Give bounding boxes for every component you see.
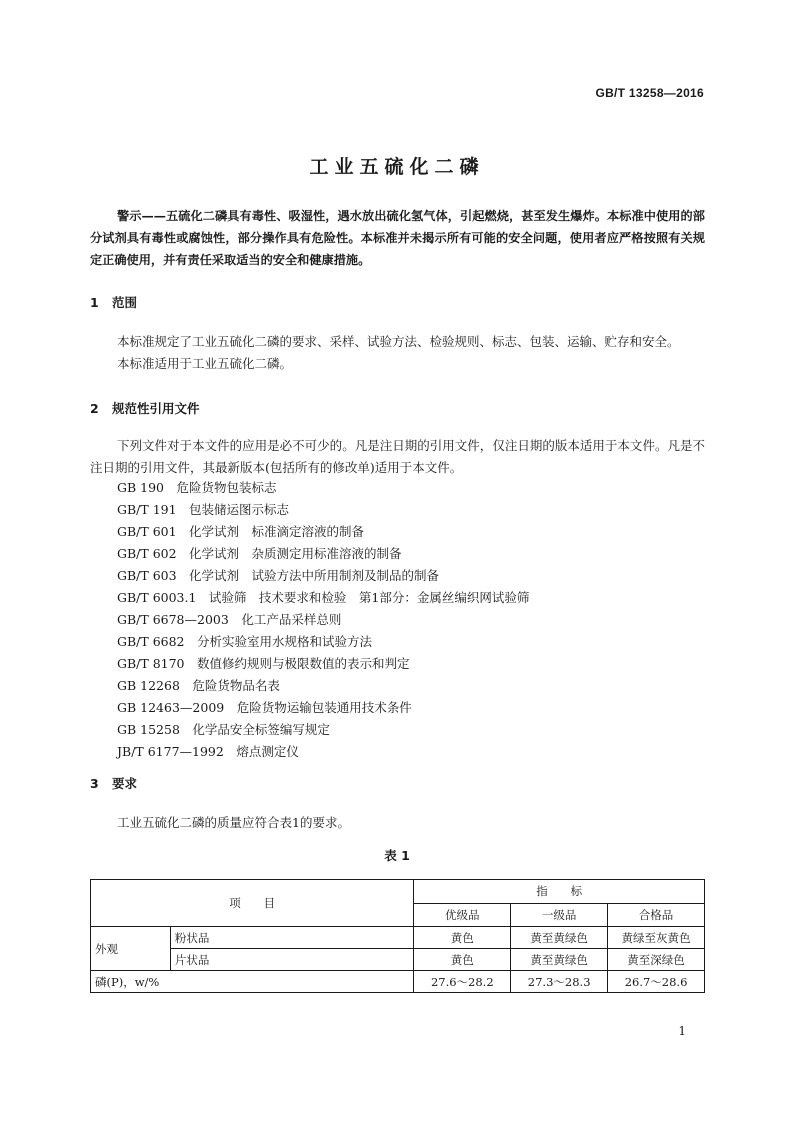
quality-table — [90, 879, 705, 993]
reference-item: GB/T 6682 分析实验室用水规格和试验方法 — [117, 634, 373, 649]
reference-item: GB/T 8170 数值修约规则与极限数值的表示和判定 — [117, 656, 410, 671]
grade-header: 合格品 — [608, 903, 705, 927]
grade-header: 一级品 — [511, 903, 608, 927]
table-cell: 黄至黄绿色 — [511, 949, 608, 971]
grade-header: 优级品 — [414, 903, 511, 927]
page-title: 工业五硫化二磷 — [309, 156, 485, 178]
reference-item: GB 190 危险货物包装标志 — [117, 480, 277, 495]
table-cell: 黄至黄绿色 — [511, 927, 608, 949]
requirements-paragraph: 工业五硫化二磷的质量应符合表1的要求。 — [117, 815, 350, 830]
warning-paragraph: 警示——五硫化二磷具有毒性、吸湿性，遇水放出硫化氢气体，引起燃烧，甚至发生爆炸。本标准中使用的部分试剂具有毒性或腐蚀性，部分操作具有危险性。本标准并未揭示所有可能的安全问题，使用者应严格按照有关规定正确使用，并有责任采取适当的安全和健康措施。 — [90, 209, 705, 267]
table-cell: 26.7～28.6 — [608, 971, 705, 993]
section-heading-scope — [90, 293, 137, 311]
reference-item: GB/T 6003.1 试验筛 技术要求和检验 第1部分：金属丝编织网试验筛 — [117, 590, 530, 605]
item-header: 项 目 — [91, 880, 414, 927]
table-cell: 黄色 — [414, 927, 511, 949]
section-number: 1 — [90, 295, 99, 310]
row-label: 片状品 — [170, 949, 414, 971]
table-cell: 27.6～28.2 — [414, 971, 511, 993]
section-heading-normative — [90, 399, 200, 417]
table-cell: 黄绿至灰黄色 — [608, 927, 705, 949]
reference-list — [117, 477, 529, 763]
reference-item: GB 12463—2009 危险货物运输包装通用技术条件 — [117, 700, 412, 715]
table-row — [91, 949, 705, 971]
table-cell: 27.3～28.3 — [511, 971, 608, 993]
section-title: 要求 — [112, 776, 138, 791]
reference-item: GB/T 602 化学试剂 杂质测定用标准溶液的制备 — [117, 546, 402, 561]
reference-item: GB/T 603 化学试剂 试验方法中所用制剂及制品的制备 — [117, 568, 440, 583]
scope-paragraph-2: 本标准适用于工业五硫化二磷。 — [117, 356, 293, 371]
row-label: 粉状品 — [170, 927, 414, 949]
scope-paragraph-1: 本标准规定了工业五硫化二磷的要求、采样、试验方法、检验规则、标志、包装、运输、贮存和安全。 — [117, 334, 680, 349]
page-number: 1 — [678, 1024, 686, 1038]
index-header: 指 标 — [414, 880, 705, 904]
reference-item: GB 12268 危险货物品名表 — [117, 678, 280, 693]
reference-item: GB/T 6678—2003 化工产品采样总则 — [117, 612, 342, 627]
standard-code: GB/T 13258—2016 — [595, 86, 704, 100]
section-title: 范围 — [112, 295, 138, 310]
appearance-label: 外观 — [91, 927, 171, 971]
table-row — [91, 927, 705, 949]
normative-intro-paragraph: 下列文件对于本文件的应用是必不可少的。凡是注日期的引用文件，仅注日期的版本适用于本文件。凡是不注日期的引用文件，其最新版本(包括所有的修改单)适用于本文件。 — [90, 438, 705, 475]
row-label: 磷(P)，w/% — [91, 971, 414, 993]
reference-item: JB/T 6177—1992 熔点测定仪 — [117, 744, 299, 759]
table-cell: 黄至深绿色 — [608, 949, 705, 971]
reference-item: GB/T 601 化学试剂 标准滴定溶液的制备 — [117, 524, 365, 539]
table-caption: 表 1 — [384, 848, 410, 863]
reference-item: GB 15258 化学品安全标签编写规定 — [117, 722, 330, 737]
reference-item: GB/T 191 包装储运图示标志 — [117, 502, 290, 517]
table-row — [91, 971, 705, 993]
section-number: 3 — [90, 776, 99, 791]
section-heading-requirements — [90, 774, 137, 792]
table-cell: 黄色 — [414, 949, 511, 971]
section-number: 2 — [90, 401, 99, 416]
table-header-row — [91, 880, 705, 904]
section-title: 规范性引用文件 — [112, 401, 200, 416]
